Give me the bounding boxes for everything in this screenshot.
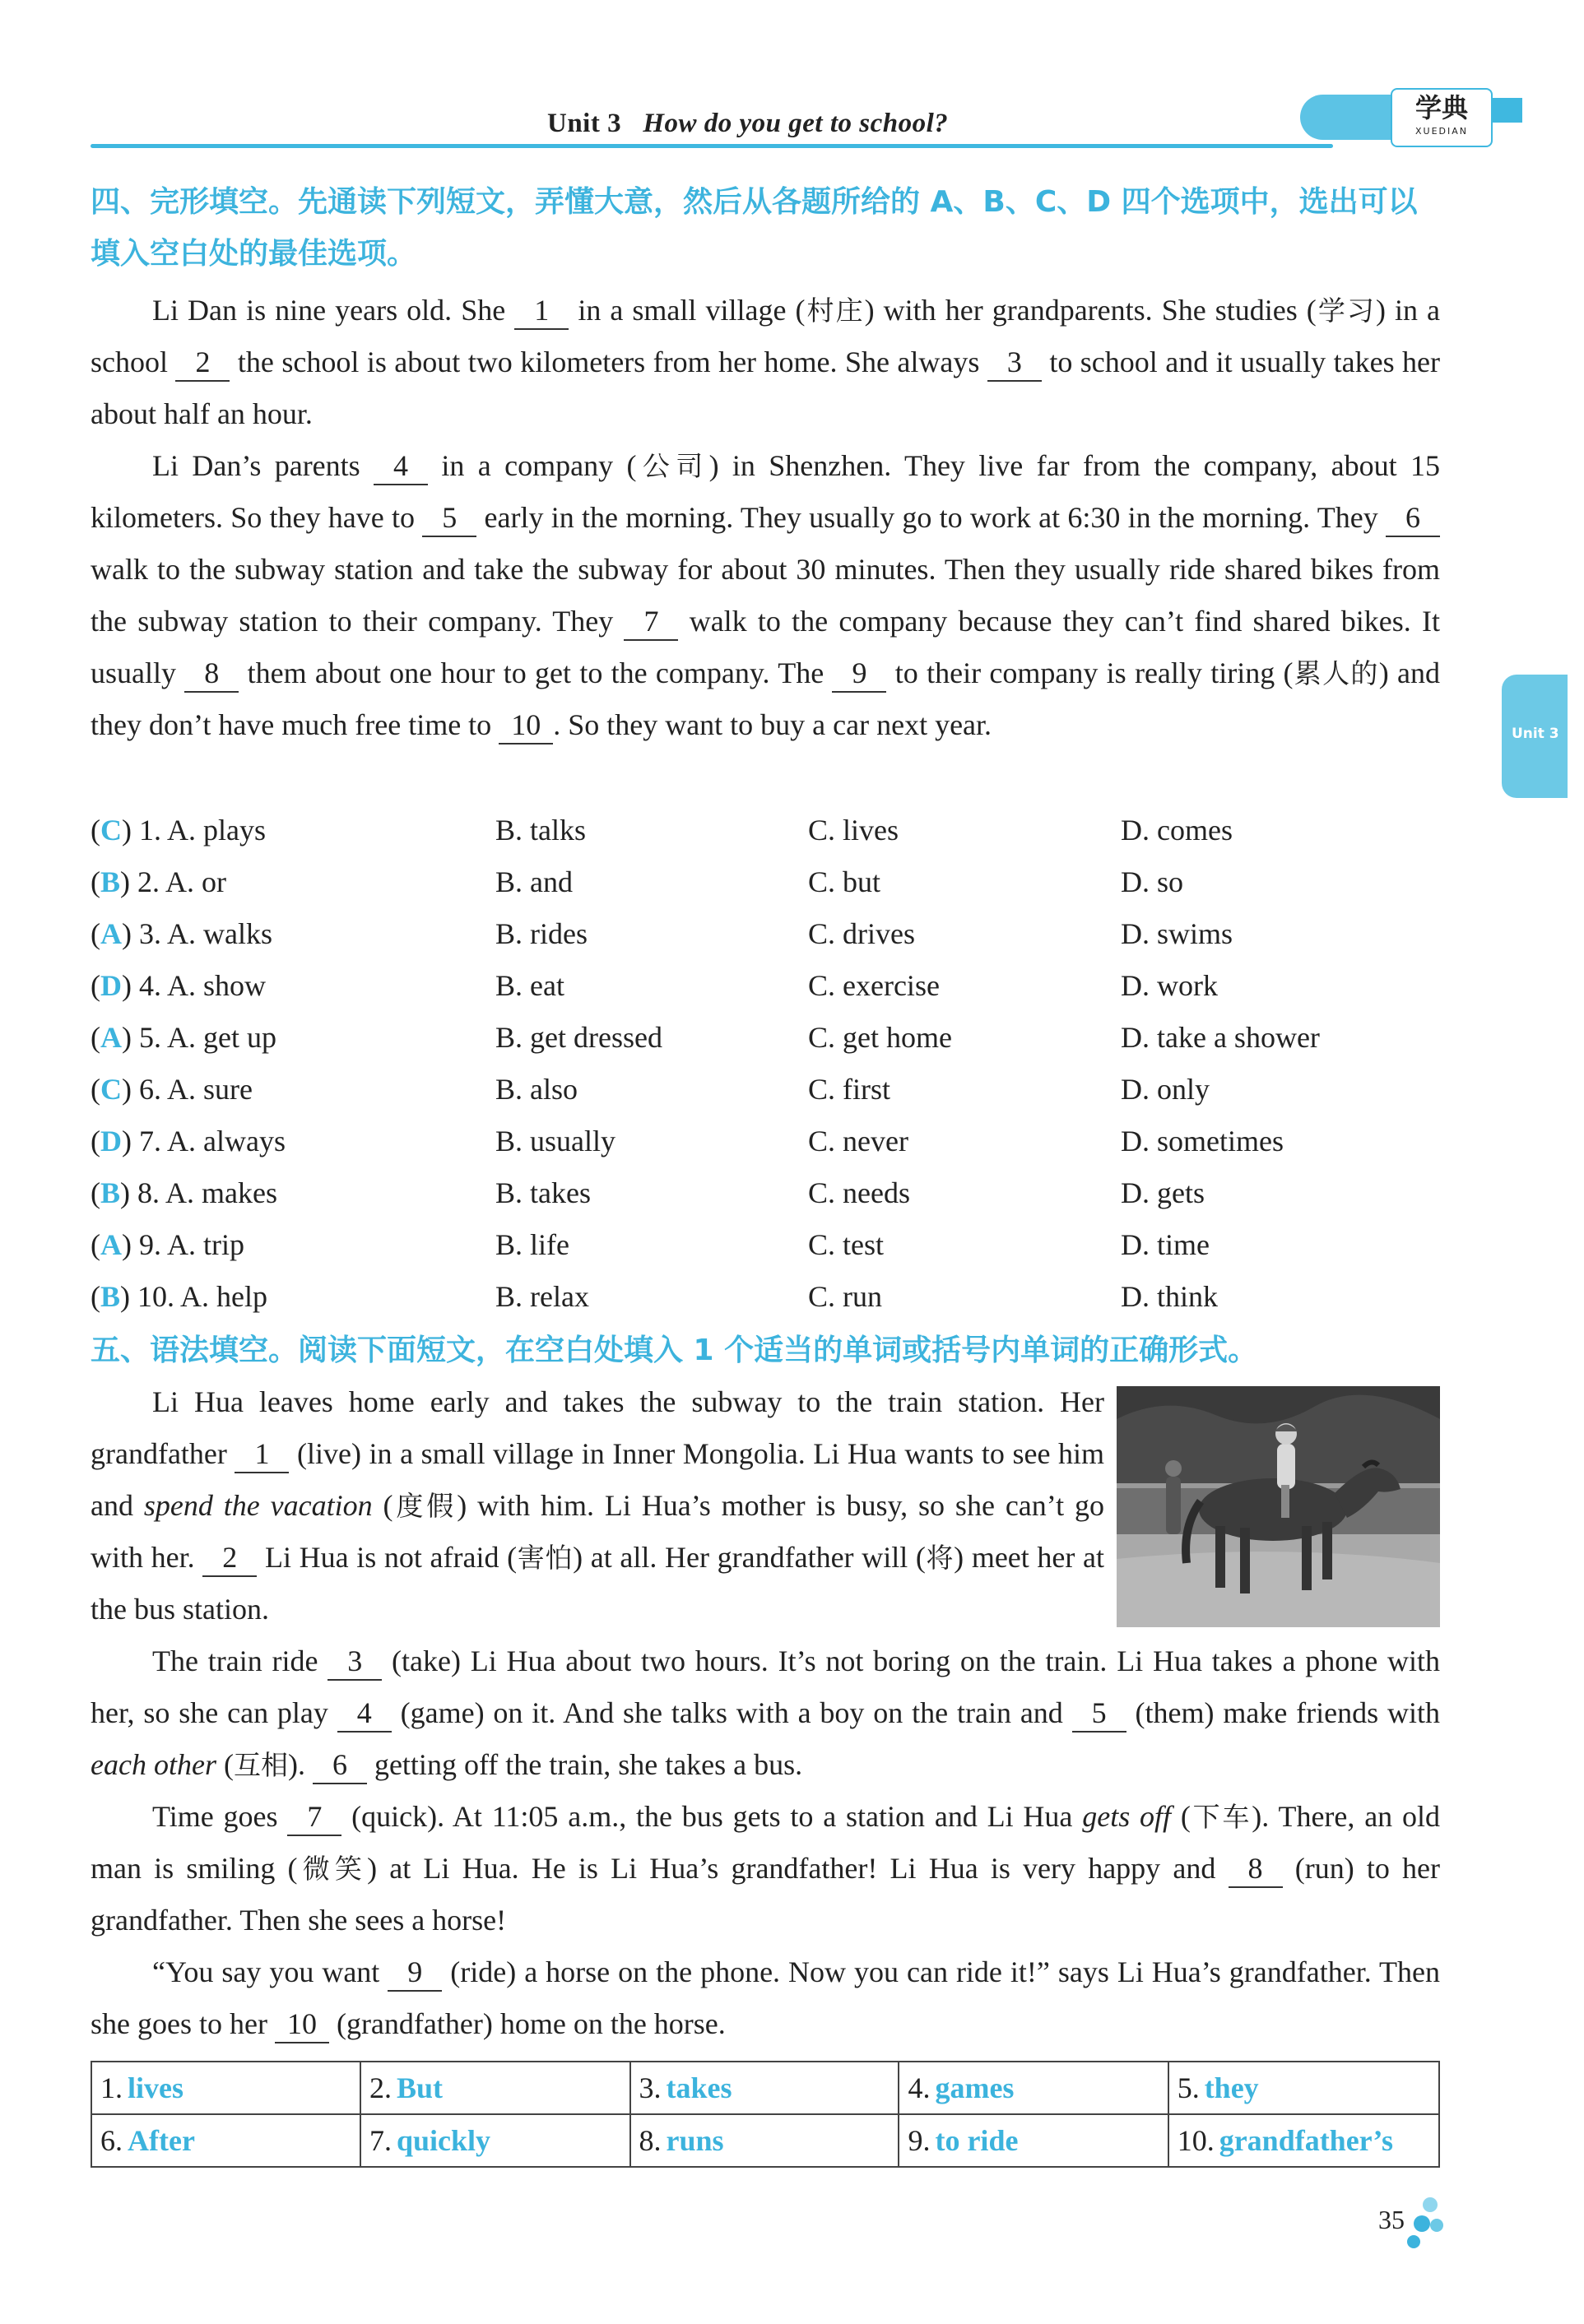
section4-heading-line1: 四、完形填空。先通读下列短文，弄懂大意，然后从各题所给的 A、B、C、D 四个选项中，选出可以 — [91, 185, 1418, 219]
answer-choice: A — [100, 1228, 122, 1261]
option-row: (C) 6. A. sure B. also C. first D. only — [91, 1064, 1440, 1116]
logo-wing-shape — [1300, 95, 1395, 140]
grammar-blank-2[interactable]: 2 — [202, 1539, 257, 1577]
answer-choice: D — [100, 969, 122, 1002]
answer-row — [91, 2062, 1439, 2114]
grammar-paragraph-3: Time goes 7 (quick). At 11:05 a.m., the bus gets to a station and Li Hua gets off (下车). There, an old man is smiling (微笑) at Li Hua. He is Li Hua’s grandfather! Li Hua is very happy and 8 (run) to her grandfather. Then she sees a horse! — [91, 1800, 1441, 1937]
option-b[interactable]: B. eat — [495, 969, 564, 1002]
section5-heading: 五、语法填空。阅读下面短文，在空白处填入 1 个适当的单词或括号内单词的正确形式。 — [91, 1334, 1258, 1367]
option-c[interactable]: C. first — [808, 1073, 891, 1106]
option-d[interactable]: D. swims — [1121, 917, 1233, 950]
answer-row — [91, 2114, 1439, 2167]
cloze-paragraph-2: Li Dan’s parents 4 in a company (公司) in Shenzhen. They live far from the company, about 15 kilometers. So they have to 5 early in the morning. They usually go to work at 6:30 in the morning. They 6 walk to the subway station and take the subway for about 30 minutes. Then they usually ride shared bikes from the subway station to their company. They 7 walk to the company because they can’t find shared bikes. It usually 8 them about one hour to get to the company. The 9 to their company is really tiring (累人的) and they don’t have much free time to 10 . So they want to buy a car next year. — [91, 440, 1440, 751]
grammar-blank-10[interactable]: 10 — [275, 2006, 329, 2043]
option-c[interactable]: C. test — [808, 1228, 885, 1261]
option-row: (C) 1. A. plays B. talks C. lives D. comes — [91, 805, 1440, 856]
answer-choice: B — [100, 1280, 121, 1313]
horse-rider-photo — [1117, 1386, 1440, 1627]
grammar-blank-3[interactable]: 3 — [327, 1643, 382, 1681]
logo-text-en: XUEDIAN — [1414, 126, 1468, 137]
option-d[interactable]: D. so — [1121, 865, 1184, 898]
cloze-options — [91, 805, 1440, 1323]
option-b[interactable]: B. life — [495, 1228, 569, 1261]
option-d[interactable]: D. gets — [1121, 1176, 1205, 1209]
option-d[interactable]: D. sometimes — [1121, 1125, 1284, 1157]
blank-9[interactable]: 9 — [832, 655, 886, 693]
option-d[interactable]: D. work — [1121, 969, 1218, 1002]
cloze-paragraph-1: Li Dan is nine years old. She 1 in a small village (村庄) with her grandparents. She studies (学习) in a school 2 the school is about two kilometers from her home. She always 3 to school and it usually takes her about half an hour. — [91, 294, 1441, 430]
option-d[interactable]: D. only — [1121, 1073, 1210, 1106]
blank-4[interactable]: 4 — [374, 448, 428, 485]
section4-heading-line2: 填入空白处的最佳选项。 — [91, 237, 417, 271]
option-c[interactable]: C. but — [808, 865, 881, 898]
option-b[interactable]: B. usually — [495, 1125, 616, 1157]
answer-table — [91, 2061, 1440, 2168]
answer-choice: C — [100, 1073, 122, 1106]
unit-title: Unit 3 How do you get to school? — [547, 109, 949, 138]
blank-6[interactable]: 6 — [1386, 499, 1440, 537]
page-header — [91, 86, 1468, 152]
grammar-blank-7[interactable]: 7 — [287, 1798, 341, 1836]
answer-choice: B — [100, 865, 121, 898]
option-c[interactable]: C. needs — [808, 1176, 910, 1209]
option-b[interactable]: B. also — [495, 1073, 578, 1106]
option-row: (D) 7. A. always B. usually C. never D. sometimes — [91, 1116, 1440, 1167]
option-d[interactable]: D. time — [1121, 1228, 1210, 1261]
publisher-logo — [1300, 86, 1522, 148]
option-b[interactable]: B. relax — [495, 1280, 589, 1313]
grammar-blank-8[interactable]: 8 — [1229, 1850, 1283, 1888]
grammar-paragraph-1: Li Hua leaves home early and takes the subway to the train station. Her grandfather 1 (live) in a small village in Inner Mongolia. Li Hua wants to see him and spend the vacation (度假) with him. Li Hua’s mother is busy, so she can’t go with her. 2 Li Hua is not afraid (害怕) at all. Her grandfather will (将) meet her at the bus station. — [91, 1385, 1105, 1626]
option-b[interactable]: B. rides — [495, 917, 588, 950]
blank-5[interactable]: 5 — [422, 499, 476, 537]
option-c[interactable]: C. never — [808, 1125, 908, 1157]
option-d[interactable]: D. comes — [1121, 814, 1233, 847]
option-row: (A) 5. A. get up B. get dressed C. get home D. take a shower — [91, 1012, 1440, 1064]
side-tab-label: Unit 3 — [1512, 726, 1559, 742]
option-b[interactable]: B. and — [495, 865, 573, 898]
option-row: (B) 2. A. or B. and C. but D. so — [91, 856, 1440, 908]
blank-10[interactable]: 10 — [499, 707, 553, 745]
answer-cell-7[interactable]: 7. quickly — [360, 2114, 630, 2167]
answer-cell-6[interactable]: 6. After — [91, 2114, 360, 2167]
page-number: 35 — [1378, 2205, 1405, 2234]
grammar-blank-1[interactable]: 1 — [235, 1436, 289, 1473]
option-c[interactable]: C. drives — [808, 917, 915, 950]
answer-cell-2[interactable]: 2. But — [360, 2062, 630, 2114]
grammar-paragraph-2: The train ride 3 (take) Li Hua about two hours. It’s not boring on the train. Li Hua takes a phone with her, so she can play 4 (game) on it. And she talks with a boy on the train and 5 (them) make friends with each other (互相). 6 getting off the train, she takes a bus. — [91, 1635, 1440, 1791]
blank-8[interactable]: 8 — [184, 655, 239, 693]
answer-cell-10[interactable]: 10. grandfather’s — [1168, 2114, 1439, 2167]
decorative-dots — [1399, 2192, 1448, 2258]
option-c[interactable]: C. get home — [808, 1021, 952, 1054]
option-c[interactable]: C. exercise — [808, 969, 940, 1002]
unit-side-tab — [1502, 675, 1568, 798]
option-b[interactable]: B. takes — [495, 1176, 591, 1209]
grammar-blank-5[interactable]: 5 — [1072, 1695, 1126, 1733]
option-row: (B) 8. A. makes B. takes C. needs D. gets — [91, 1167, 1440, 1219]
logo-text-cn: 学典 — [1414, 92, 1468, 123]
horse-photo-illustration — [1117, 1386, 1440, 1627]
option-row: (A) 3. A. walks B. rides C. drives D. swims — [91, 908, 1440, 960]
answer-choice: D — [100, 1125, 122, 1157]
section4-heading — [91, 176, 1418, 280]
grammar-paragraph-4: “You say you want 9 (ride) a horse on the phone. Now you can ride it!” says Li Hua’s grandfather. Then she goes to her 10 (grandfather) home on the horse. — [91, 1946, 1440, 2050]
option-row: (D) 4. A. show B. eat C. exercise D. work — [91, 960, 1440, 1012]
answer-choice: A — [100, 917, 122, 950]
answer-cell-8[interactable]: 8. runs — [630, 2114, 899, 2167]
answer-choice: B — [100, 1176, 121, 1209]
option-row: (B) 10. A. help B. relax C. run D. think — [91, 1271, 1440, 1323]
blank-3[interactable]: 3 — [987, 344, 1042, 382]
answer-cell-4[interactable]: 4. games — [899, 2062, 1168, 2114]
grammar-blank-6[interactable]: 6 — [313, 1746, 367, 1784]
answer-choice: A — [100, 1021, 122, 1054]
option-d[interactable]: D. take a shower — [1121, 1021, 1320, 1054]
blank-7[interactable]: 7 — [624, 603, 678, 641]
option-c[interactable]: C. run — [808, 1280, 882, 1313]
answer-cell-5[interactable]: 5. they — [1168, 2062, 1439, 2114]
option-b[interactable]: B. get dressed — [495, 1021, 662, 1054]
option-row: (A) 9. A. trip B. life C. test D. time — [91, 1219, 1440, 1271]
answer-choice: C — [100, 814, 122, 847]
header-rule — [91, 144, 1333, 148]
option-b[interactable]: B. talks — [495, 814, 587, 847]
option-d[interactable]: D. think — [1121, 1280, 1219, 1313]
logo-tail-shape — [1488, 98, 1522, 123]
logo-box — [1391, 88, 1493, 147]
answer-cell-3[interactable]: 3. takes — [630, 2062, 899, 2114]
grammar-blank-4[interactable]: 4 — [337, 1695, 392, 1733]
blank-2[interactable]: 2 — [175, 344, 230, 382]
option-c[interactable]: C. lives — [808, 814, 899, 847]
answer-cell-1[interactable]: 1. lives — [91, 2062, 360, 2114]
answer-cell-9[interactable]: 9. to ride — [899, 2114, 1168, 2167]
blank-1[interactable]: 1 — [514, 292, 569, 330]
grammar-blank-9[interactable]: 9 — [388, 1954, 442, 1992]
